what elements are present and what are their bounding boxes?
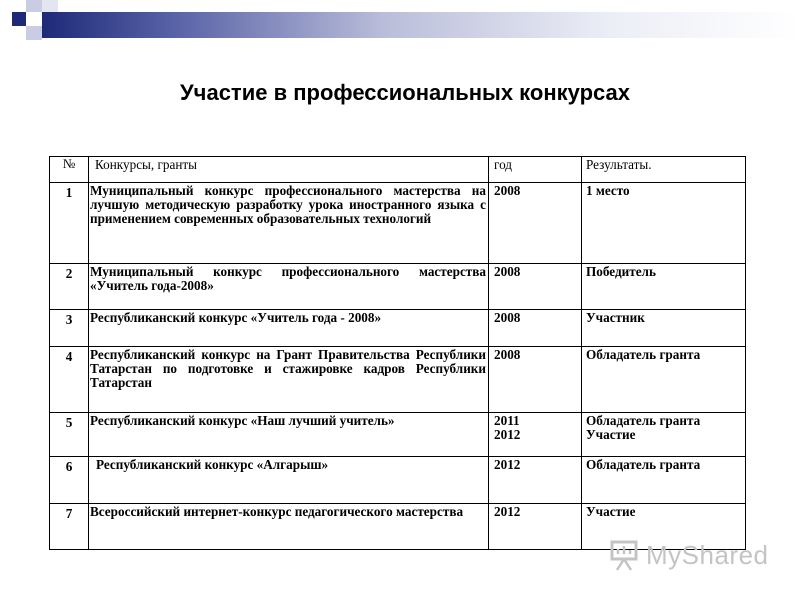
- header-gradient-band: [42, 12, 800, 38]
- presentation-board-icon: [608, 538, 642, 572]
- row-name: Республиканский конкурс «Наш лучший учитель»: [89, 413, 489, 457]
- row-year-second: 2012: [494, 427, 521, 442]
- header-year: год: [489, 157, 582, 183]
- table-row: [50, 347, 746, 413]
- table-row: [50, 413, 746, 457]
- row-year: 2012: [489, 457, 582, 504]
- row-result: 1 место: [582, 183, 746, 264]
- row-num: 6: [50, 457, 89, 504]
- row-name: Всероссийский интернет-конкурс педагогического мастерства: [89, 504, 489, 550]
- table-row: [50, 457, 746, 504]
- row-result: Победитель: [582, 264, 746, 310]
- row-name: Муниципальный конкурс профессионального мастерства на лучшую методическую разработку урока иностранного языка с применением современных образовательных технологий: [89, 183, 489, 264]
- row-result: Участник: [582, 310, 746, 347]
- row-year: 2008: [489, 347, 582, 413]
- row-num: 4: [50, 347, 89, 413]
- watermark-text: MyShared: [646, 540, 769, 570]
- row-year: 2008: [489, 310, 582, 347]
- row-year: 2008: [489, 183, 582, 264]
- row-name: Республиканский конкурс «Алгарыш»: [89, 457, 489, 504]
- row-num: 7: [50, 504, 89, 550]
- header-result: Результаты.: [582, 157, 746, 183]
- row-num: 1: [50, 183, 89, 264]
- table-row: [50, 264, 746, 310]
- row-result: Обладатель гранта: [586, 413, 701, 428]
- slide-title: Участие в профессиональных конкурсах: [180, 80, 630, 105]
- header-num: №: [50, 157, 89, 183]
- row-num: 2: [50, 264, 89, 310]
- row-result-cell: [582, 413, 746, 457]
- row-year-cell: [489, 413, 582, 457]
- header-name: Конкурсы, гранты: [89, 157, 489, 183]
- competitions-table: [49, 156, 746, 550]
- row-num: 3: [50, 310, 89, 347]
- row-year: 2008: [489, 264, 582, 310]
- row-year: 2011: [494, 413, 520, 428]
- row-result-second: Участие: [586, 427, 636, 442]
- table-row: [50, 310, 746, 347]
- table-header-row: [50, 157, 746, 183]
- row-name: Республиканский конкурс «Учитель года - 2008»: [89, 310, 489, 347]
- deco-square-light: [26, 0, 42, 12]
- row-num: 5: [50, 413, 89, 457]
- row-name: Муниципальный конкурс профессионального мастерства «Учитель года-2008»: [89, 264, 489, 310]
- deco-square-light: [26, 26, 42, 40]
- row-year: 2012: [489, 504, 582, 550]
- deco-square-mid: [42, 0, 58, 12]
- watermark: [606, 538, 776, 574]
- deco-square-dark: [12, 12, 26, 26]
- row-result: Обладатель гранта: [582, 347, 746, 413]
- table-row: [50, 183, 746, 264]
- row-result: Участие: [582, 504, 746, 550]
- row-result: Обладатель гранта: [582, 457, 746, 504]
- row-name: Республиканский конкурс на Грант Правительства Республики Татарстан по подготовке и стажировке кадров Республики Татарстан: [89, 347, 489, 413]
